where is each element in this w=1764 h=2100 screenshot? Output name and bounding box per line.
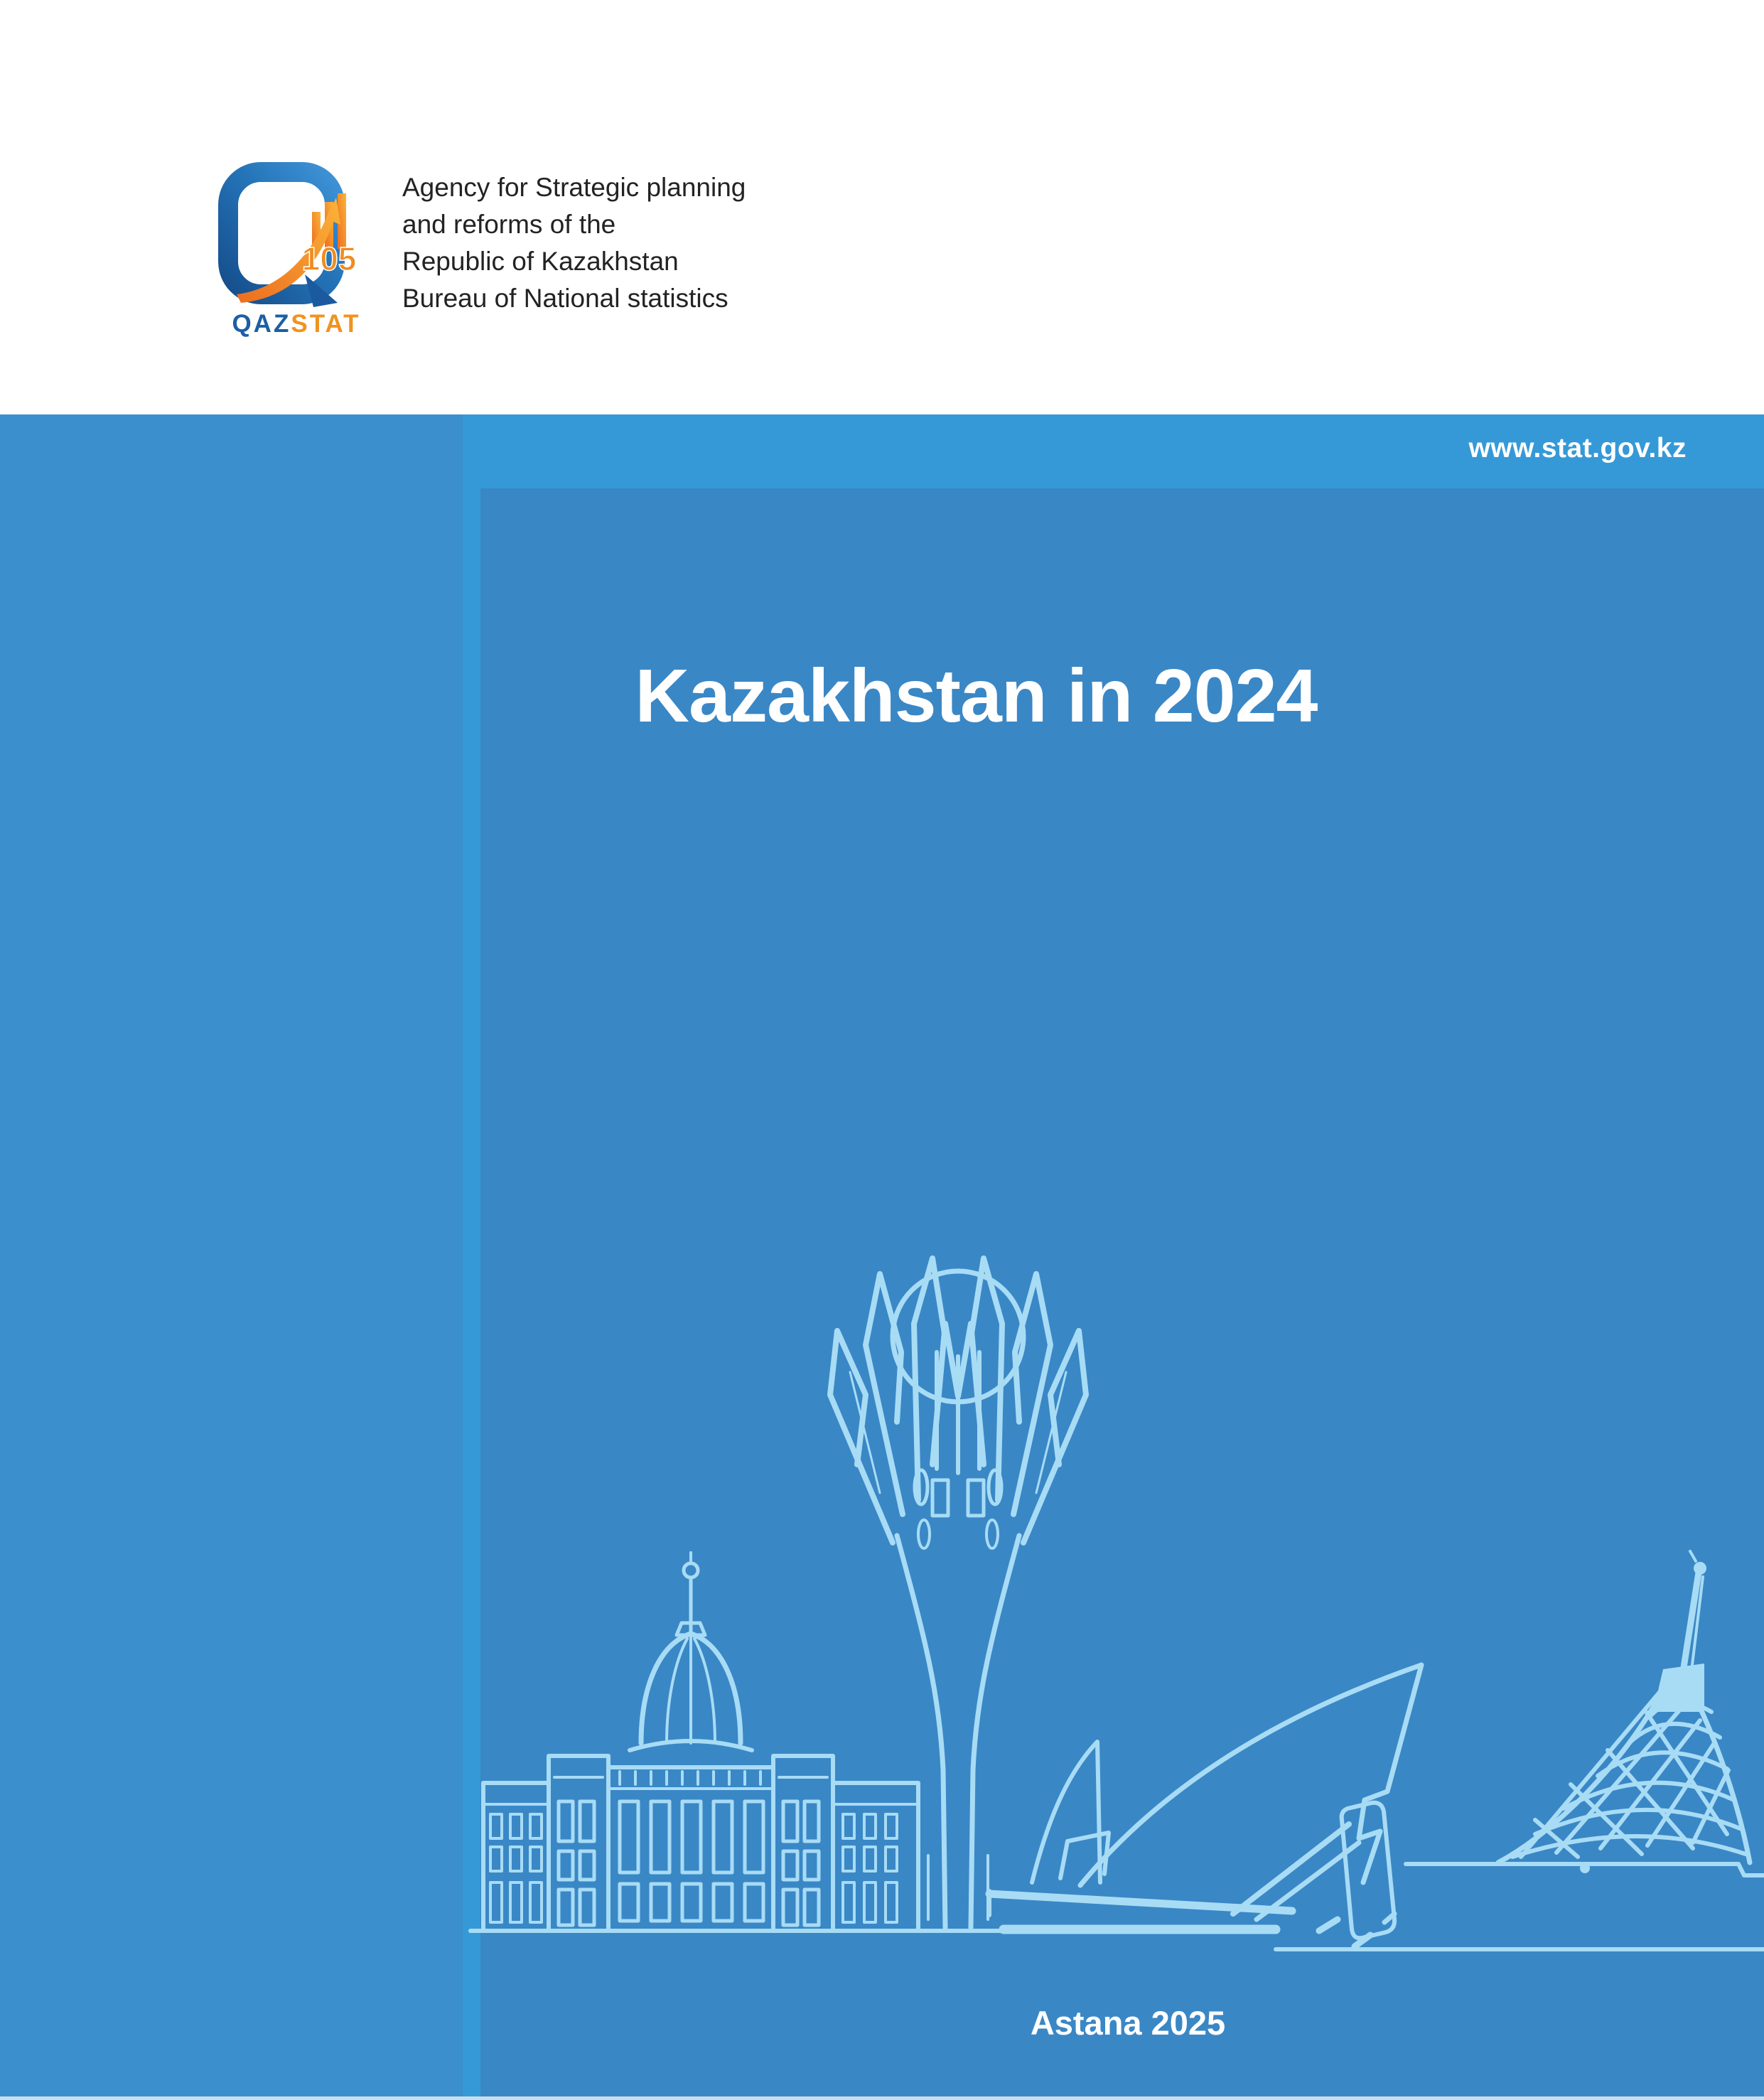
cover-title: Kazakhstan in 2024 — [635, 654, 1318, 738]
agency-line-4: Bureau of National statistics — [402, 284, 728, 313]
white-header — [0, 0, 1764, 414]
cover-area — [0, 414, 1764, 2100]
agency-line-2: and reforms of the — [402, 210, 616, 239]
vertical-accent-strip — [463, 414, 480, 2100]
qazstat-logo — [215, 162, 377, 340]
agency-name — [402, 169, 857, 317]
left-sidebar — [0, 414, 463, 2100]
publication-imprint: Astana 2025 — [1030, 2004, 1226, 2042]
qazstat-logo-icon — [215, 162, 377, 308]
wordmark-stat: STAT — [291, 310, 361, 338]
qazstat-wordmark — [215, 310, 377, 338]
website-link[interactable]: www.stat.gov.kz — [1468, 433, 1687, 464]
agency-line-3: Republic of Kazakhstan — [402, 247, 679, 276]
logo-anniversary-105: 105 — [301, 240, 357, 277]
wordmark-qaz: QAZ — [232, 310, 291, 338]
agency-line-1: Agency for Strategic planning — [402, 173, 746, 202]
bottom-edge-line — [0, 2096, 1764, 2100]
cover-panel — [480, 488, 1764, 2100]
